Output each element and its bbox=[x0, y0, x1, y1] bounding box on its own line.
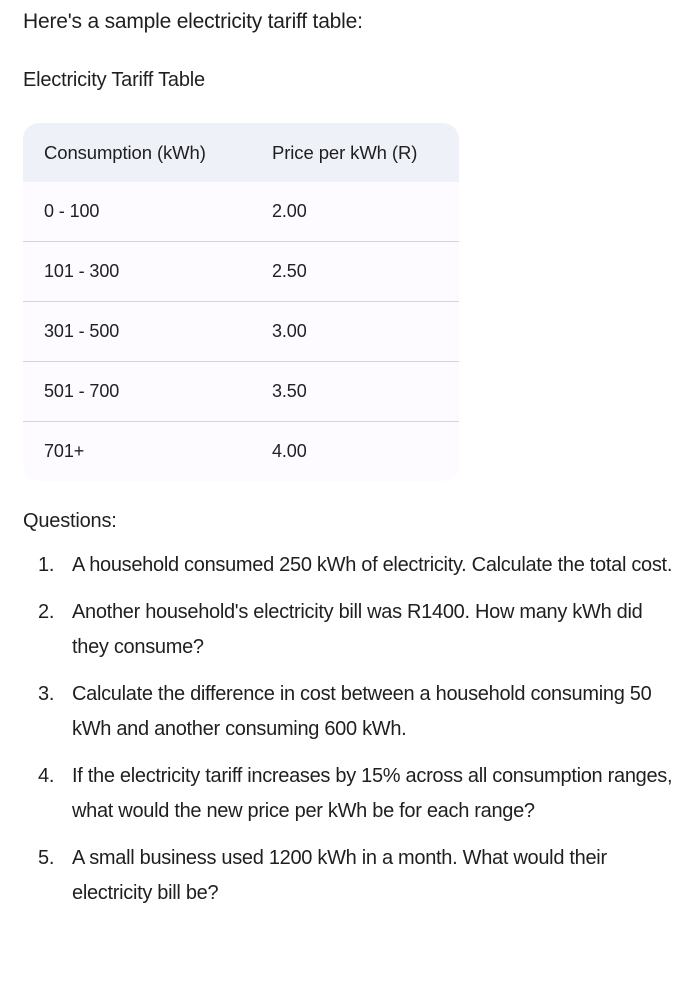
cell-consumption: 301 - 500 bbox=[44, 321, 120, 341]
question-number: 1. bbox=[38, 554, 55, 576]
question-item bbox=[0, 841, 700, 911]
question-number: 5. bbox=[38, 847, 55, 869]
question-item bbox=[0, 759, 700, 829]
question-text: Calculate the difference in cost between a household consuming 50 kWh and another consuming 600 kWh. bbox=[72, 683, 652, 740]
tariff-table bbox=[23, 123, 459, 481]
table-row bbox=[23, 361, 459, 421]
cell-price: 2.00 bbox=[272, 201, 307, 221]
questions-heading: Questions: bbox=[23, 510, 117, 532]
column-header-price: Price per kWh (R) bbox=[272, 141, 418, 163]
question-number: 4. bbox=[38, 765, 55, 787]
question-item bbox=[0, 595, 700, 665]
question-number: 3. bbox=[38, 683, 55, 705]
cell-consumption: 101 - 300 bbox=[44, 261, 120, 281]
cell-price: 3.00 bbox=[272, 321, 307, 341]
intro-text: Here's a sample electricity tariff table: bbox=[23, 10, 363, 33]
table-row bbox=[23, 241, 459, 301]
question-item bbox=[0, 548, 700, 583]
table-row bbox=[23, 182, 459, 241]
cell-consumption: 701+ bbox=[44, 441, 85, 461]
table-row bbox=[23, 301, 459, 361]
cell-consumption: 501 - 700 bbox=[44, 381, 120, 401]
question-number: 2. bbox=[38, 601, 55, 623]
cell-consumption: 0 - 100 bbox=[44, 201, 100, 221]
cell-price: 2.50 bbox=[272, 261, 307, 281]
column-header-consumption: Consumption (kWh) bbox=[44, 141, 206, 163]
table-header-row bbox=[23, 123, 459, 182]
question-text: Another household's electricity bill was R1400. How many kWh did they consume? bbox=[72, 601, 643, 658]
question-item bbox=[0, 677, 700, 747]
question-text: A small business used 1200 kWh in a month. What would their electricity bill be? bbox=[72, 847, 607, 904]
question-text: A household consumed 250 kWh of electricity. Calculate the total cost. bbox=[72, 554, 673, 576]
cell-price: 4.00 bbox=[272, 441, 307, 461]
question-text: If the electricity tariff increases by 15% across all consumption ranges, what would the new price per kWh be for each range? bbox=[72, 765, 673, 822]
table-title: Electricity Tariff Table bbox=[23, 69, 205, 91]
cell-price: 3.50 bbox=[272, 381, 307, 401]
questions-list bbox=[0, 548, 700, 923]
table-row bbox=[23, 421, 459, 481]
